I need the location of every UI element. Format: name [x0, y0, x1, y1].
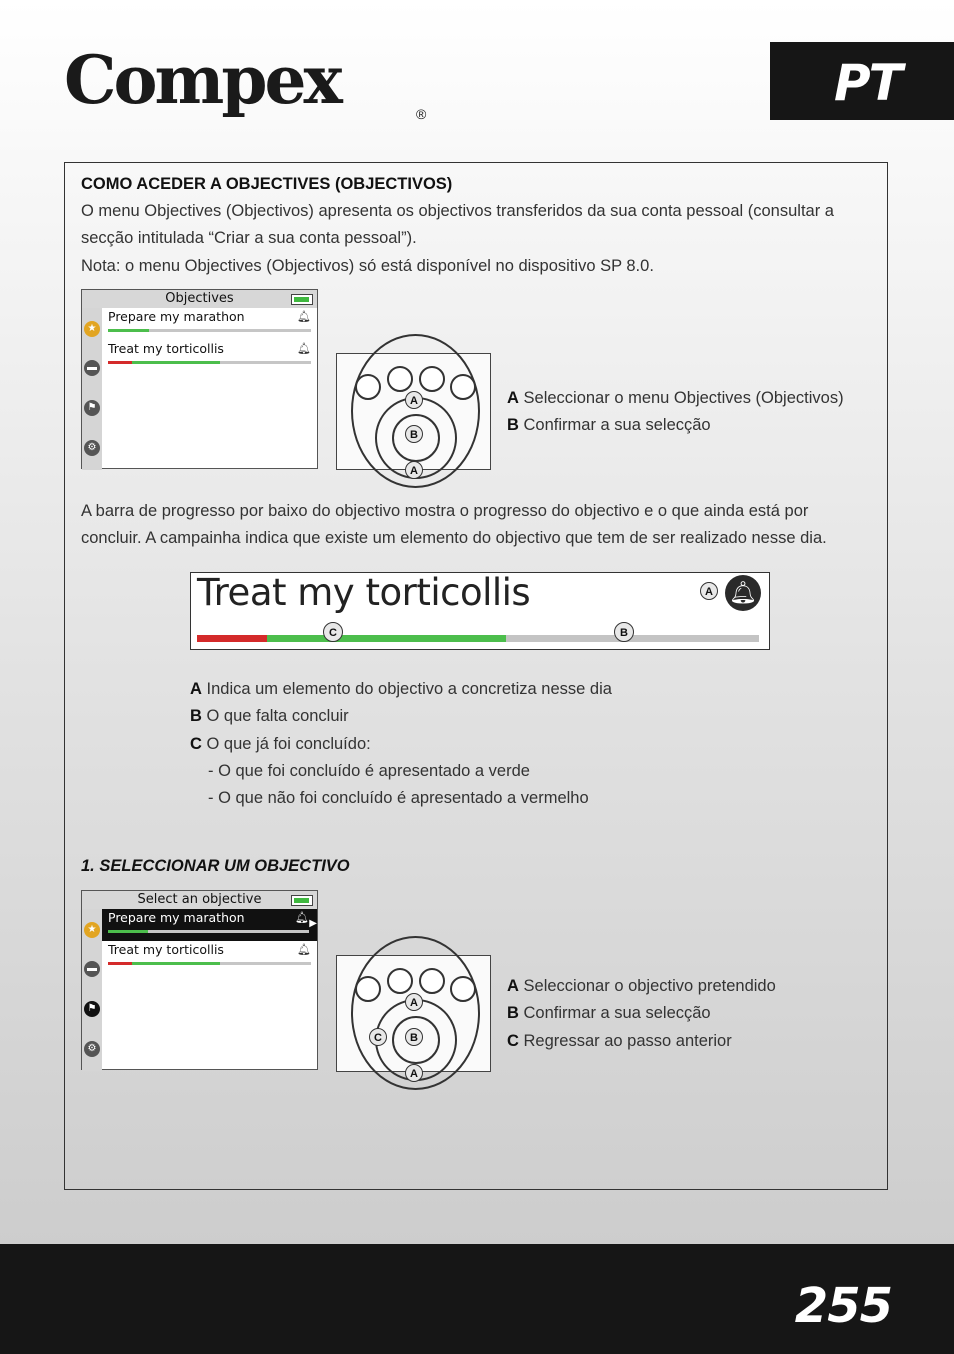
legend-text: Confirmar a sua selecção: [523, 1004, 711, 1022]
device-keypad: [336, 353, 491, 477]
bell-icon: 🔔︎: [297, 944, 311, 956]
keypad-button: [387, 366, 413, 392]
goal-label: Treat my torticollis: [197, 571, 531, 614]
page-footer: [0, 1244, 954, 1354]
settings-icon: ⚙: [84, 1041, 100, 1057]
legend-key: A: [507, 389, 519, 407]
language-code: PT: [834, 54, 901, 112]
progress-green: [132, 361, 219, 364]
star-icon: ★: [84, 922, 100, 938]
tag-b: B: [614, 622, 634, 642]
progress-bar: [108, 962, 311, 965]
legend-text: Indica um elemento do objectivo a concretiza nesse dia: [206, 680, 612, 698]
compex-logo: [64, 40, 427, 122]
progress-red: [108, 962, 132, 965]
goal-legend-row: [190, 676, 612, 703]
keypad-button: [450, 976, 476, 1002]
intro-paragraph: O menu Objectives (Objectivos) apresenta os objectivos transferidos da sua conta pessoal (consultar a secção intitulada “Criar a sua conta pessoal”).: [81, 202, 834, 247]
list-item-selected: [102, 909, 317, 941]
bell-icon: 🔔︎: [297, 311, 311, 323]
legend-text: O que já foi concluído:: [206, 735, 371, 753]
legend-text: Seleccionar o menu Objectives (Objectivos): [523, 389, 844, 407]
tag-a-top: A: [405, 391, 423, 409]
folder-icon: ▬: [84, 961, 100, 977]
battery-icon: [291, 294, 313, 305]
legend-text: Seleccionar o objectivo pretendido: [523, 977, 776, 995]
screen-side-menu: [82, 909, 102, 1071]
legend-key: C: [507, 1032, 519, 1050]
brand-name: Compex: [64, 41, 340, 119]
legend-row: [507, 385, 844, 412]
flag-icon: ⚑: [84, 1001, 100, 1017]
keypad-button: [355, 374, 381, 400]
legend-text: Regressar ao passo anterior: [523, 1032, 732, 1050]
keypad-button: [387, 968, 413, 994]
legend-row: [507, 1028, 732, 1055]
progress-red: [197, 635, 267, 642]
item-label: Prepare my marathon: [108, 910, 245, 925]
item-label: Treat my torticollis: [108, 341, 224, 356]
legend-row: [507, 412, 711, 439]
legend-row: [507, 973, 776, 1000]
progress-green: [108, 329, 149, 332]
arrow-right-icon: ▶: [309, 918, 317, 929]
legend-text: Confirmar a sua selecção: [523, 416, 711, 434]
progress-green: [108, 930, 148, 933]
tag-b: B: [405, 425, 423, 443]
tag-a-top: A: [405, 993, 423, 1011]
legend-key: B: [507, 416, 519, 434]
star-icon: ★: [84, 321, 100, 337]
keypad-button: [450, 374, 476, 400]
legend-key: C: [190, 735, 202, 753]
section-heading-access: COMO ACEDER A OBJECTIVES (OBJECTIVOS): [81, 175, 453, 193]
battery-icon: [291, 895, 313, 906]
legend-row: [507, 1000, 711, 1027]
progress-paragraph: A barra de progresso por baixo do objectivo mostra o progresso do objectivo e o que ainda está por concluir. A campainha indica que existe um elemento do objectivo que tem de ser realizado nesse dia.: [81, 502, 827, 547]
note-paragraph: Nota: o menu Objectives (Objectivos) só está disponível no dispositivo SP 8.0.: [81, 257, 654, 275]
tag-a: A: [700, 582, 718, 600]
progress-bar: [108, 329, 311, 332]
progress-bar: [108, 930, 309, 933]
device-keypad: [336, 955, 491, 1080]
keypad-button: [355, 976, 381, 1002]
keypad-button: [419, 366, 445, 392]
tag-b: B: [405, 1028, 423, 1046]
registered-mark: ®: [416, 106, 427, 122]
bell-icon: 🔔︎: [295, 912, 309, 924]
goal-progress-bar: [197, 635, 759, 642]
keypad-button: [419, 968, 445, 994]
legend-key: B: [507, 1004, 519, 1022]
flag-icon: ⚑: [84, 400, 100, 416]
item-label: Prepare my marathon: [108, 309, 245, 324]
folder-icon: ▬: [84, 360, 100, 376]
goal-legend-sub: - O que não foi concluído é apresentado a vermelho: [208, 789, 589, 807]
list-item: [108, 340, 311, 372]
progress-red: [108, 361, 132, 364]
list-item: [108, 941, 311, 973]
progress-green: [267, 635, 506, 642]
settings-icon: ⚙: [84, 440, 100, 456]
tag-a-bottom: A: [405, 1064, 423, 1082]
page-number: 255: [794, 1278, 892, 1334]
list-item: [108, 308, 311, 340]
goal-legend-sub: - O que foi concluído é apresentado a verde: [208, 762, 530, 780]
progress-green: [132, 962, 219, 965]
legend-key: A: [190, 680, 202, 698]
language-badge: [770, 42, 954, 120]
goal-legend-row: [190, 703, 349, 730]
screen-title: Objectives: [82, 290, 317, 308]
goal-zoom-panel: [190, 572, 770, 650]
goal-legend-row: [190, 731, 371, 758]
bell-icon: 🔔︎: [297, 343, 311, 355]
legend-text: O que falta concluir: [206, 707, 349, 725]
legend-key: B: [190, 707, 202, 725]
legend-key: A: [507, 977, 519, 995]
bell-icon: 🔔︎: [725, 575, 761, 611]
device-screen-select: [81, 890, 318, 1070]
tag-c: C: [369, 1028, 387, 1046]
device-screen-objectives: [81, 289, 318, 469]
tag-c: C: [323, 622, 343, 642]
screen-side-menu: [82, 308, 102, 470]
tag-a-bottom: A: [405, 461, 423, 479]
progress-bar: [108, 361, 311, 364]
section-heading-select: 1. SELECCIONAR UM OBJECTIVO: [81, 857, 350, 875]
screen-title: Select an objective: [82, 891, 317, 909]
item-label: Treat my torticollis: [108, 942, 224, 957]
